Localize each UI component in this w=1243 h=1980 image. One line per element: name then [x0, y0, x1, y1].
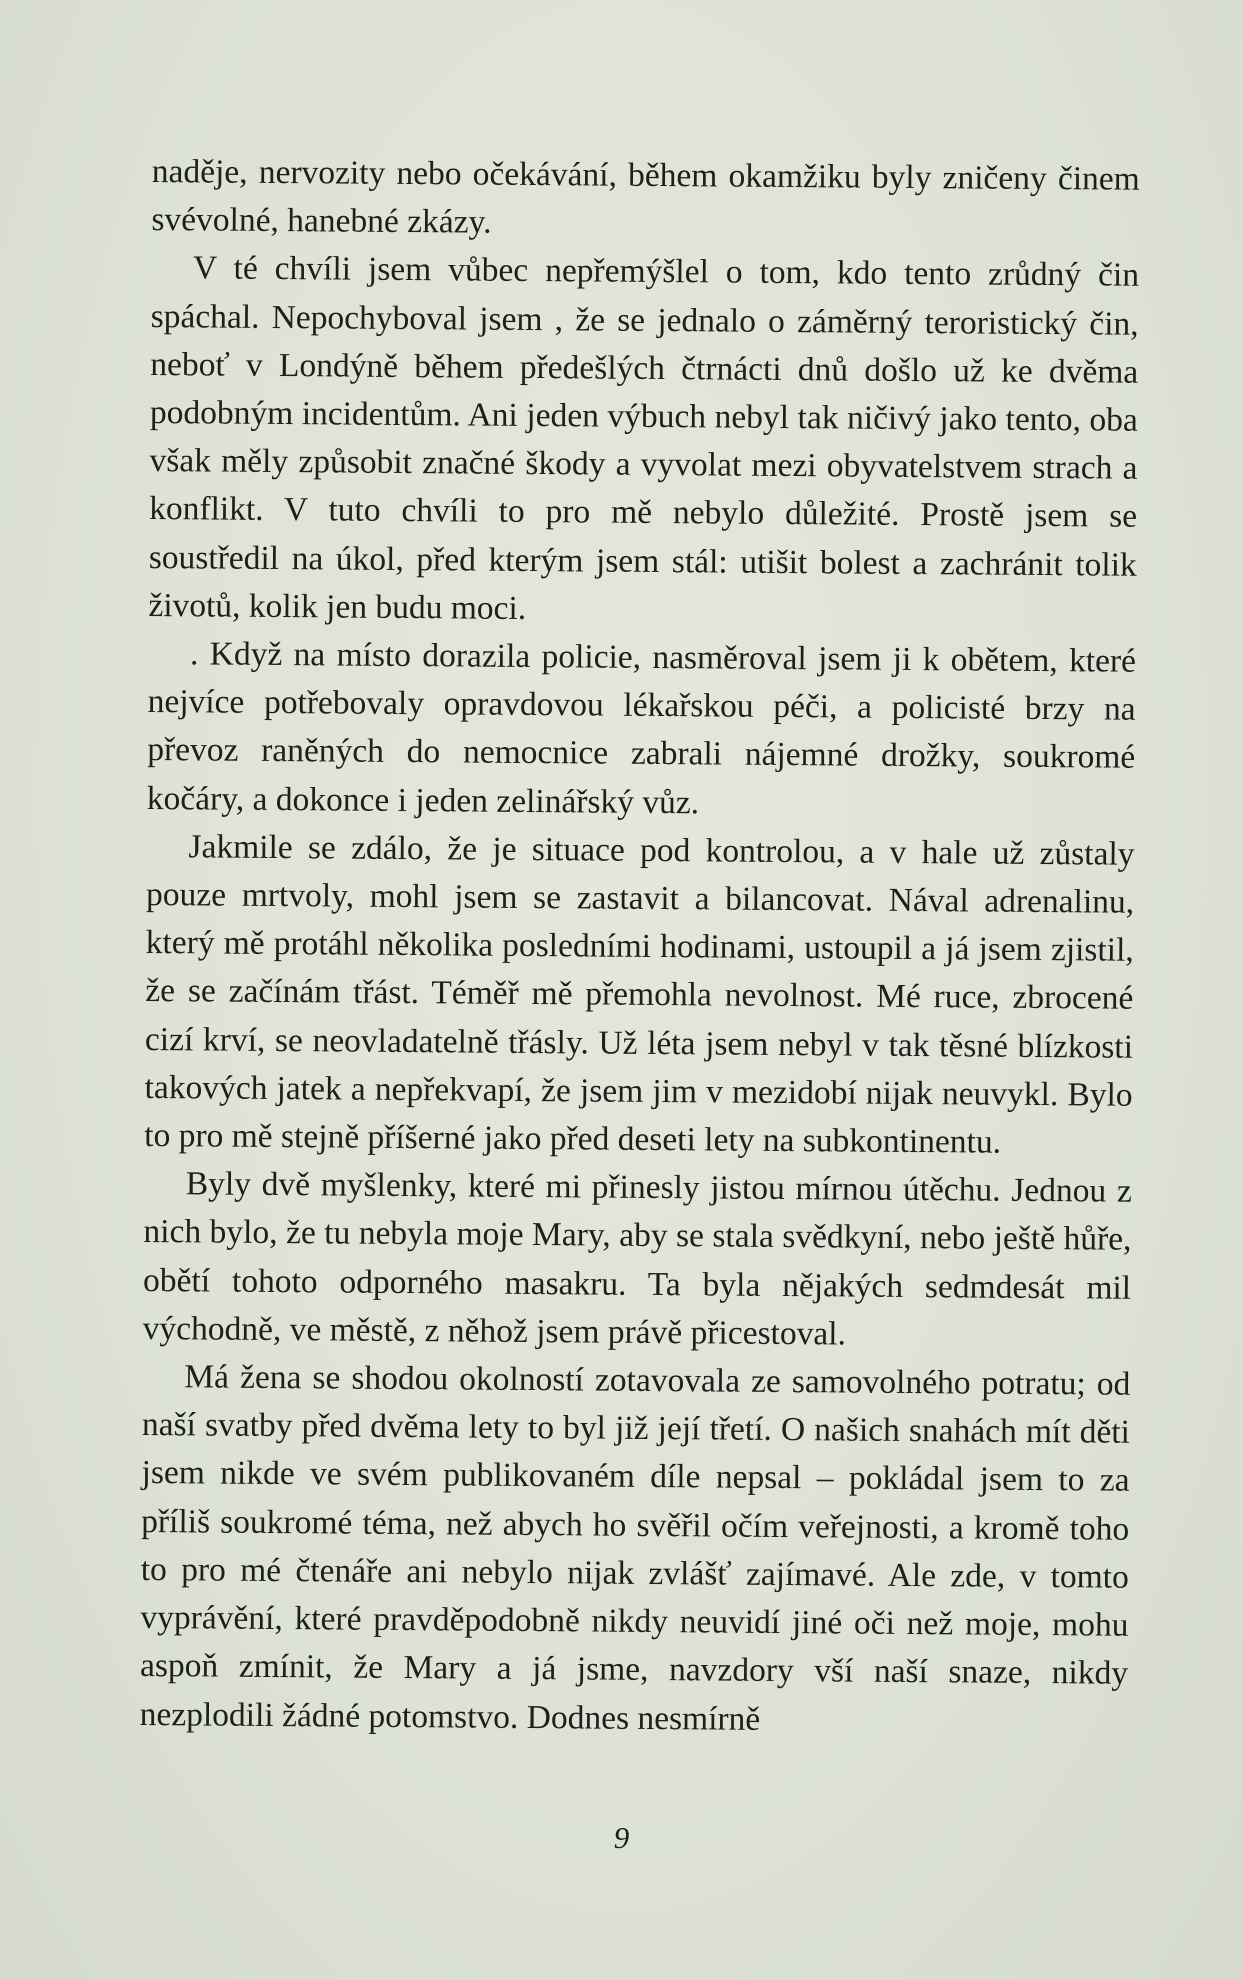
body-text	[140, 148, 1140, 1746]
paragraph-2: V té chvíli jsem vůbec nepřemýšlel o tom, kdo tento zrůdný čin spáchal. Nepochyboval jsem , že se jednalo o záměrný teroristický čin, neboť v Londýně během předešlých čtrnácti dnů došlo už ke dvěma podobným incidentům. Ani jeden výbuch nebyl tak ničivý jako tento, oba však měly způsobit značné škody a vyvolat mezi obyvatelstvem strach a konflikt. V tuto chvíli to pro mě nebylo důležité. Prostě jsem se soustředil na úkol, před kterým jsem stál: utišit bolest a zachránit tolik životů, kolik jen budu moci.	[148, 249, 1140, 627]
paragraph-3: . Když na místo dorazila policie, nasměroval jsem ji k obětem, které nejvíce potřebovaly opravdovou lékařskou péči, a policisté brzy na převoz raněných do nemocnice zabrali nájemné drožky, soukromé kočáry, a dokonce i jeden zelinářský vůz.	[146, 635, 1137, 821]
paragraph-6: Má žena se shodou okolností zotavovala ze samovolného potratu; od naší svatby před dvěma lety to byl již její třetí. O našich snahách mít děti jsem nikde ve svém publikovaném díle nepsal – pokládal jsem to za příliš soukromé téma, než abych ho svěřil očím veřejnosti, a kromě toho to pro mé čtenáře ani nebylo nijak zvlášť zajímavé. Ale zde, v tomto vyprávění, které pravděpodobně nikdy neuvidí jiné oči než moje, mohu aspoň zmínit, že Mary a já jsme, navzdory vší naší snaze, nikdy nezplodili žádné potomstvo. Dodnes nesmírně	[139, 1358, 1131, 1738]
paragraph-5: Byly dvě myšlenky, které mi přinesly jistou mírnou útěchu. Jednou z nich bylo, že tu nebyla moje Mary, aby se stala svědkyní, nebo ještě hůře, obětí tohoto odporného masakru. Ta byla nějakých sedmdesát mil východně, ve městě, z něhož jsem právě přicestoval.	[142, 1165, 1132, 1353]
page-number: 9	[613, 1820, 630, 1855]
paragraph-4: Jakmile se zdálo, že je situace pod kontrolou, a v hale už zůstaly pouze mrtvoly, mohl jsem se zastavit a bilancovat. Nával adrenalinu, který mě protáhl několika posledními hodinami, ustoupil a já jsem zjistil, že se začínám třást. Téměř mě přemohla nevolnost. Mé ruce, zbrocené cizí krví, se neovladatelně třásly. Už léta jsem nebyl v tak těsné blízkosti takových jatek a nepřekvapí, že jsem jim v mezidobí nijak neuvykl. Bylo to pro mě stejně příšerné jako před deseti lety na subkontinentu.	[144, 828, 1135, 1161]
paragraph-1: naděje, nervozity nebo očekávání, během okamžiku byly zničeny činem svévolné, hanebné zkázy.	[151, 152, 1140, 241]
